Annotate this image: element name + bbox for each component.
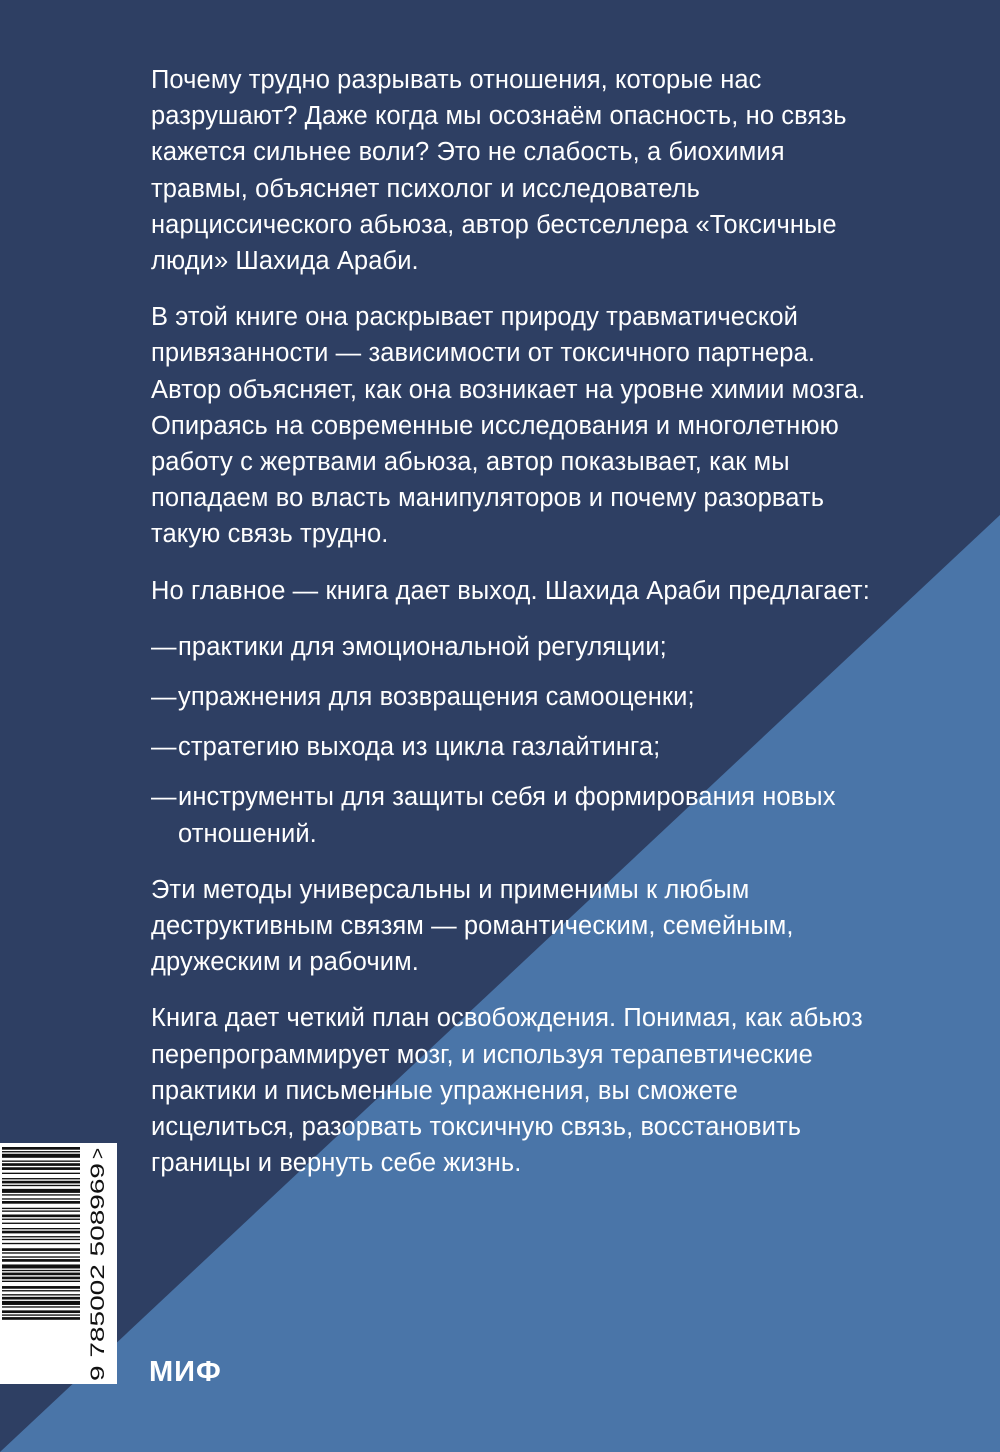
list-item-text: стратегию выхода из цикла газлайтинга; xyxy=(178,733,661,762)
annotation-text xyxy=(151,62,876,1201)
barcode-bar xyxy=(2,1210,80,1211)
barcode-bar xyxy=(2,1314,80,1315)
barcode-bar xyxy=(2,1248,80,1251)
barcode-bar xyxy=(2,1167,80,1170)
barcode-bar xyxy=(2,1264,80,1268)
barcode-graphic xyxy=(0,1143,117,1384)
barcode-bar xyxy=(2,1223,80,1224)
list-item xyxy=(151,729,876,765)
barcode-bar xyxy=(2,1294,80,1295)
barcode-bar xyxy=(2,1317,80,1320)
barcode-bar xyxy=(2,1231,80,1234)
list-item-text: практики для эмоциональной регуляции; xyxy=(178,632,667,661)
offer-list xyxy=(151,629,876,852)
barcode-bar xyxy=(2,1178,80,1179)
barcode-bar xyxy=(2,1151,80,1152)
barcode-bar xyxy=(2,1270,80,1271)
barcode-bar xyxy=(2,1301,80,1305)
publisher-logo: МИФ xyxy=(149,1356,222,1388)
barcode-bar xyxy=(2,1163,80,1166)
barcode-bars xyxy=(2,1147,80,1320)
list-item xyxy=(151,779,876,851)
paragraph-methods: Эти методы универсальны и применимы к любым деструктивным связям — романтическим, семейным, дружеским и рабочим. xyxy=(151,875,794,977)
barcode-bar xyxy=(2,1239,80,1240)
barcode-bar xyxy=(2,1161,80,1162)
paragraph-plan: Книга дает четкий план освобождения. Понимая, как абьюз перепрограммирует мозг, и используя терапевтические практики и письменные упражнения, вы сможете исцелиться, разорвать токсичную связь, восстановить границы и вернуть себе жизнь. xyxy=(151,1004,863,1178)
barcode-bar xyxy=(2,1219,80,1220)
barcode-bar xyxy=(2,1194,80,1195)
barcode-bar xyxy=(2,1256,80,1257)
barcode-bar xyxy=(2,1201,80,1204)
barcode-bar xyxy=(2,1259,80,1262)
list-item-text: упражнения для возвращения самооценки; xyxy=(178,683,695,712)
barcode-arrow: > xyxy=(88,1147,109,1159)
paragraph-offer: Но главное — книга дает выход. Шахида Араби предлагает: xyxy=(151,576,870,605)
barcode-digits: 9 785002 508969 xyxy=(88,1233,109,1381)
barcode-bar xyxy=(2,1228,80,1229)
list-item xyxy=(151,679,876,715)
paragraph-intro: Почему трудно разрывать отношения, которые нас разрушают? Даже когда мы осознаём опасность, но связь кажется сильнее воли? Это не слабость, а биохимия травмы, объясняет психолог и исследователь нарциссического абьюза, автор бестселлера «Токсичные люди» Шахида Араби. xyxy=(151,66,847,276)
list-item-text: инструменты для защиты себя и формирования новых отношений. xyxy=(178,783,836,848)
barcode-bar xyxy=(2,1198,80,1199)
barcode-bar xyxy=(2,1154,80,1158)
barcode-bar xyxy=(2,1252,80,1253)
barcode-bar xyxy=(2,1208,80,1209)
list-dash: — xyxy=(151,632,177,661)
barcode-bar xyxy=(2,1281,80,1282)
barcode-bar xyxy=(2,1243,80,1244)
barcode-bar xyxy=(2,1173,80,1174)
barcode-bar xyxy=(2,1147,80,1150)
barcode-bar xyxy=(2,1181,80,1184)
barcode-bar xyxy=(2,1273,80,1276)
barcode-bar xyxy=(2,1310,80,1313)
barcode-bar xyxy=(2,1286,80,1289)
list-dash: — xyxy=(151,683,177,712)
list-dash: — xyxy=(151,733,177,762)
barcode-bar xyxy=(2,1306,80,1307)
barcode-bar xyxy=(2,1189,80,1193)
paragraph-about-book: В этой книге она раскрывает природу травматической привязанности — зависимости от токсичного партнера. Автор объясняет, как она возникает на уровне химии мозга. Опираясь на современные исследования и многолетнюю работу с жертвами абьюза, автор показывает, как мы попадаем во власть манипуляторов и почему разорвать такую связь трудно. xyxy=(151,303,866,549)
isbn-barcode xyxy=(0,1143,117,1384)
barcode-bar xyxy=(2,1277,80,1280)
barcode-bar xyxy=(2,1290,80,1291)
barcode-bar xyxy=(2,1185,80,1186)
barcode-bar xyxy=(2,1297,80,1300)
list-dash: — xyxy=(151,783,177,812)
barcode-bar xyxy=(2,1236,80,1237)
barcode-bar xyxy=(2,1215,80,1218)
list-item xyxy=(151,629,876,665)
